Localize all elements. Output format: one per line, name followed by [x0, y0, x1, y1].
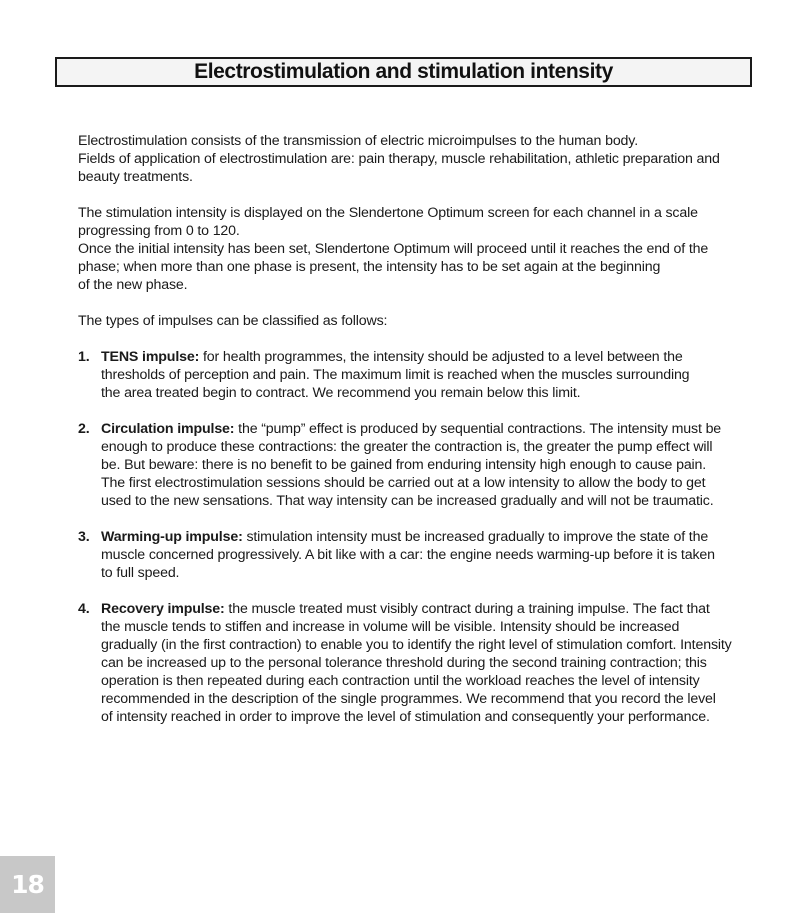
text-line: the area treated begin to contract. We recommend you remain below this limit.	[101, 385, 581, 401]
list-number: 1.	[78, 349, 90, 365]
title-box	[55, 57, 752, 87]
impulse-item-tens	[78, 348, 758, 402]
intro-paragraph-3	[78, 312, 758, 330]
text-line: The types of impulses can be classified as follows:	[78, 313, 388, 329]
impulse-term: Recovery impulse:	[101, 601, 225, 617]
text-line: of the new phase.	[78, 277, 188, 293]
page-title: Electrostimulation and stimulation intensity	[194, 60, 613, 83]
text-line: the muscle tends to stiffen and increase in volume will be visible. Intensity should be increased	[101, 619, 680, 635]
list-number: 3.	[78, 529, 90, 545]
impulse-term: TENS impulse:	[101, 349, 200, 365]
text-line: phase; when more than one phase is present, the intensity has to be set again at the beginning	[78, 259, 661, 275]
text-line: The first electrostimulation sessions should be carried out at a low intensity to allow the body to get	[101, 475, 706, 491]
text-line: Electrostimulation consists of the transmission of electric microimpulses to the human body.	[78, 133, 638, 149]
list-number: 2.	[78, 421, 90, 437]
text-line: Once the initial intensity has been set, Slendertone Optimum will proceed until it reaches the end of the	[78, 241, 709, 257]
impulse-item-recovery	[78, 600, 758, 726]
impulse-term: Circulation impulse:	[101, 421, 235, 437]
list-number: 4.	[78, 601, 90, 617]
text-line: enough to produce these contractions: the greater the contraction is, the greater the pump effect will	[101, 439, 713, 455]
text-line: the “pump” effect is produced by sequential contractions. The intensity must be	[234, 421, 722, 437]
text-line: stimulation intensity must be increased gradually to improve the state of the	[242, 529, 709, 545]
text-line: operation is then repeated during each contraction until the workload reaches the level of intensity	[101, 673, 700, 689]
text-line: progressing from 0 to 120.	[78, 223, 240, 239]
impulse-list	[78, 348, 758, 726]
intro-paragraph-1	[78, 132, 758, 186]
text-line: to full speed.	[101, 565, 180, 581]
impulse-item-circulation	[78, 420, 758, 510]
text-line: the muscle treated must visibly contract during a training impulse. The fact that	[224, 601, 710, 617]
intro-paragraph-2	[78, 204, 758, 294]
text-line: for health programmes, the intensity should be adjusted to a level between the	[199, 349, 683, 365]
text-line: be. But beware: there is no benefit to be gained from enduring intensity high enough to cause pain.	[101, 457, 707, 473]
text-line: beauty treatments.	[78, 169, 193, 185]
impulse-item-warming-up	[78, 528, 758, 582]
text-line: thresholds of perception and pain. The maximum limit is reached when the muscles surrounding	[101, 367, 690, 383]
text-line: The stimulation intensity is displayed on the Slendertone Optimum screen for each channel in a scale	[78, 205, 698, 221]
text-line: gradually (in the first contraction) to enable you to identify the right level of stimulation comfort. Intensity	[101, 637, 732, 653]
text-line: used to the new sensations. That way intensity can be increased gradually and will not be traumatic.	[101, 493, 714, 509]
page-number-tab	[0, 856, 55, 913]
text-line: can be increased up to the personal tolerance threshold during the second training contraction; this	[101, 655, 707, 671]
impulse-term: Warming-up impulse:	[101, 529, 243, 545]
content-body	[78, 132, 758, 744]
text-line: Fields of application of electrostimulation are: pain therapy, muscle rehabilitation, athletic preparation and	[78, 151, 720, 167]
page-number: 18	[11, 870, 44, 899]
text-line: of intensity reached in order to improve the level of stimulation and consequently your performance.	[101, 709, 710, 725]
text-line: muscle concerned progressively. A bit like with a car: the engine needs warming-up before it is taken	[101, 547, 715, 563]
text-line: recommended in the description of the single programmes. We recommend that you record the level	[101, 691, 716, 707]
